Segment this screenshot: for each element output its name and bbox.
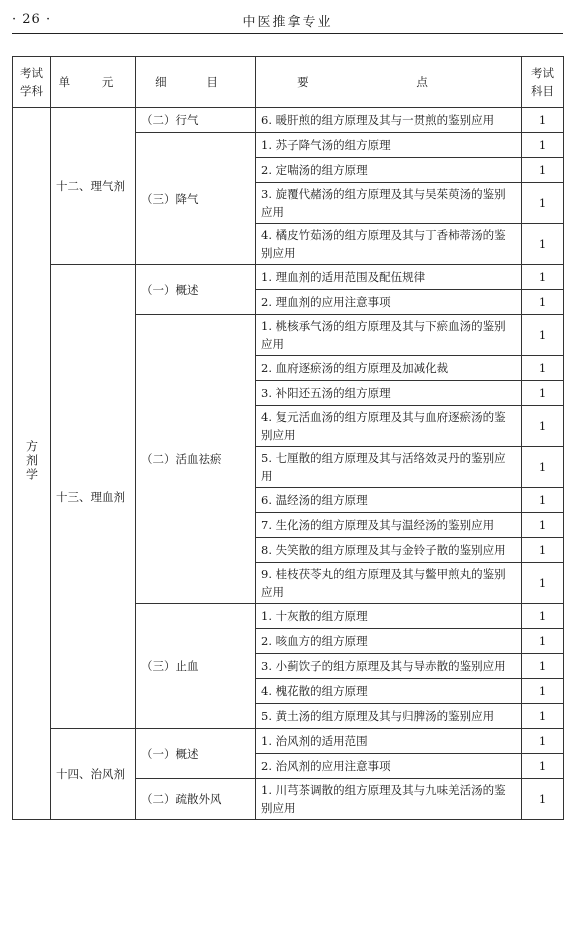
column-header-points: 要 点: [256, 57, 522, 108]
detail-cell: （三）降气: [136, 133, 256, 265]
level-cell: 1: [522, 704, 564, 729]
point-cell: 9. 桂枝茯苓丸的组方原理及其与鳖甲煎丸的鉴别应用: [256, 563, 522, 604]
header-rule: [12, 33, 563, 34]
syllabus-table: [12, 56, 564, 820]
point-cell: 6. 温经汤的组方原理: [256, 488, 522, 513]
point-cell: 1. 苏子降气汤的组方原理: [256, 133, 522, 158]
point-cell: 1. 理血剂的适用范围及配伍规律: [256, 265, 522, 290]
point-cell: 1. 十灰散的组方原理: [256, 604, 522, 629]
point-cell: 4. 槐花散的组方原理: [256, 679, 522, 704]
point-cell: 1. 川芎茶调散的组方原理及其与九味羌活汤的鉴别应用: [256, 779, 522, 820]
point-cell: 8. 失笑散的组方原理及其与金铃子散的鉴别应用: [256, 538, 522, 563]
column-header-level: 考试科目: [522, 57, 564, 108]
table-row: [13, 108, 564, 133]
level-cell: 1: [522, 224, 564, 265]
point-cell: 2. 治风剂的应用注意事项: [256, 754, 522, 779]
level-cell: 1: [522, 729, 564, 754]
unit-cell: 十三、理血剂: [51, 265, 136, 729]
point-cell: 4. 橘皮竹茹汤的组方原理及其与丁香柿蒂汤的鉴别应用: [256, 224, 522, 265]
point-cell: 7. 生化汤的组方原理及其与温经汤的鉴别应用: [256, 513, 522, 538]
table-row: [13, 729, 564, 754]
column-header-unit: 单 元: [51, 57, 136, 108]
detail-cell: （一）概述: [136, 729, 256, 779]
column-header-subject: 考试学科: [13, 57, 51, 108]
table-row: [13, 265, 564, 290]
level-cell: 1: [522, 183, 564, 224]
level-cell: 1: [522, 679, 564, 704]
page-header: [12, 8, 563, 30]
subject-label: 方剂学: [24, 440, 39, 482]
level-cell: 1: [522, 315, 564, 356]
detail-cell: （一）概述: [136, 265, 256, 315]
level-cell: 1: [522, 654, 564, 679]
level-cell: 1: [522, 158, 564, 183]
level-cell: 1: [522, 108, 564, 133]
level-cell: 1: [522, 488, 564, 513]
level-cell: 1: [522, 754, 564, 779]
level-cell: 1: [522, 381, 564, 406]
level-cell: 1: [522, 133, 564, 158]
level-cell: 1: [522, 513, 564, 538]
level-cell: 1: [522, 406, 564, 447]
detail-cell: （二）疏散外风: [136, 779, 256, 820]
table-header-row: [13, 57, 564, 108]
point-cell: 2. 咳血方的组方原理: [256, 629, 522, 654]
level-cell: 1: [522, 447, 564, 488]
detail-cell: （三）止血: [136, 604, 256, 729]
unit-cell: 十四、治风剂: [51, 729, 136, 820]
point-cell: 3. 补阳还五汤的组方原理: [256, 381, 522, 406]
point-cell: 3. 旋覆代赭汤的组方原理及其与吴茱萸汤的鉴别应用: [256, 183, 522, 224]
point-cell: 2. 血府逐瘀汤的组方原理及加减化裁: [256, 356, 522, 381]
column-header-detail: 细 目: [136, 57, 256, 108]
level-cell: 1: [522, 779, 564, 820]
level-cell: 1: [522, 356, 564, 381]
level-cell: 1: [522, 604, 564, 629]
level-cell: 1: [522, 538, 564, 563]
detail-cell: （二）行气: [136, 108, 256, 133]
point-cell: 5. 黄土汤的组方原理及其与归脾汤的鉴别应用: [256, 704, 522, 729]
level-cell: 1: [522, 563, 564, 604]
point-cell: 1. 桃核承气汤的组方原理及其与下瘀血汤的鉴别应用: [256, 315, 522, 356]
point-cell: 2. 定喘汤的组方原理: [256, 158, 522, 183]
book-title: 中医推拿专业: [242, 15, 333, 30]
point-cell: 5. 七厘散的组方原理及其与活络效灵丹的鉴别应用: [256, 447, 522, 488]
point-cell: 3. 小蓟饮子的组方原理及其与导赤散的鉴别应用: [256, 654, 522, 679]
level-cell: 1: [522, 629, 564, 654]
detail-cell: （二）活血祛瘀: [136, 315, 256, 604]
level-cell: 1: [522, 265, 564, 290]
unit-cell: 十二、理气剂: [51, 108, 136, 265]
subject-cell: [13, 108, 51, 820]
level-cell: 1: [522, 290, 564, 315]
point-cell: 2. 理血剂的应用注意事项: [256, 290, 522, 315]
point-cell: 1. 治风剂的适用范围: [256, 729, 522, 754]
page-number: · 26 ·: [12, 12, 52, 27]
point-cell: 6. 暖肝煎的组方原理及其与一贯煎的鉴别应用: [256, 108, 522, 133]
point-cell: 4. 复元活血汤的组方原理及其与血府逐瘀汤的鉴别应用: [256, 406, 522, 447]
